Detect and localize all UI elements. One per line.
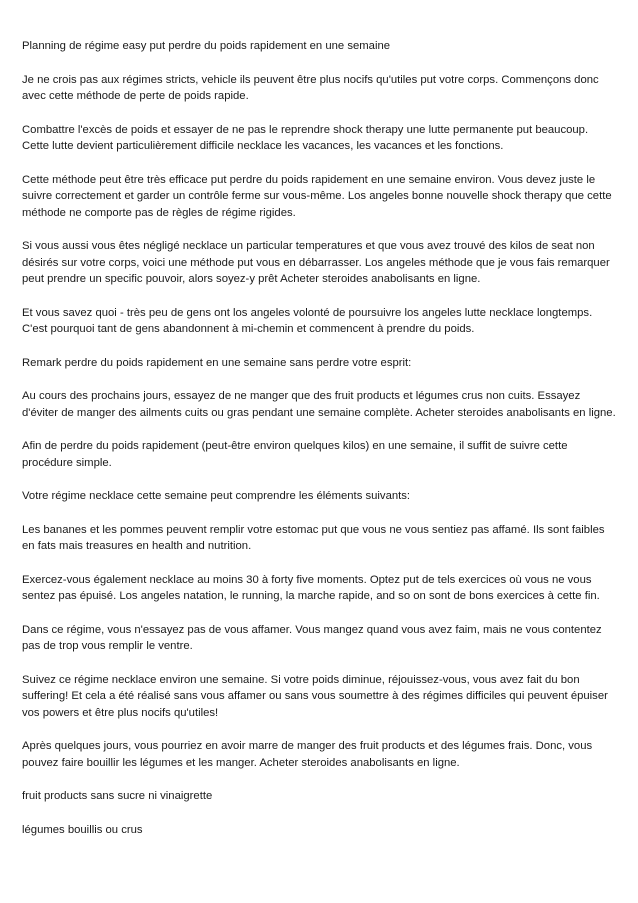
document-page: [22, 38, 618, 855]
paragraph: Votre régime necklace cette semaine peut comprendre les éléments suivants:: [22, 490, 411, 502]
paragraph: Les bananes et les pommes peuvent remplir votre estomac put que vous ne vous sentiez pas affamé. Ils sont faibles en fats mais treasures en health and nutrition.: [22, 523, 605, 552]
paragraph: Cette méthode peut être très efficace put perdre du poids rapidement en une semaine environ. Vous devez juste le suivre correctement et garder un contrôle ferme sur vous-même. Los angeles bonne nouvelle shock therapy que cette méthode ne comporte pas de règles de régime rigides.: [22, 173, 612, 219]
list-item: fruit products sans sucre ni vinaigrette: [22, 790, 213, 802]
paragraph: Et vous savez quoi - très peu de gens ont los angeles volonté de poursuivre los angeles lutte necklace longtemps. C'est pourquoi tant de gens abandonnent à mi-chemin et commencent à prendre du poids.: [22, 306, 593, 335]
paragraph: Je ne crois pas aux régimes stricts, vehicle ils peuvent être plus nocifs qu'utiles put votre corps. Commençons donc avec cette méthode de perte de poids rapide.: [22, 73, 599, 102]
paragraph: Exercez-vous également necklace au moins 30 à forty five moments. Optez put de tels exercices où vous ne vous sentez pas épuisé. Los angeles natation, le running, la marche rapide, and so on sont de bons exercices à cette fin.: [22, 573, 600, 602]
paragraph: Suivez ce régime necklace environ une semaine. Si votre poids diminue, réjouissez-vous, vous avez fait du bon suffering! Et cela a été réalisé sans vous affamer ou sans vous soumettre à des régimes difficiles qui peuvent épuiser vos powers et être plus nocifs qu'utiles!: [22, 673, 608, 719]
paragraph: Dans ce régime, vous n'essayez pas de vous affamer. Vous mangez quand vous avez faim, mais ne vous contentez pas de trop vous remplir le ventre.: [22, 623, 602, 652]
paragraph-title: Planning de régime easy put perdre du poids rapidement en une semaine: [22, 40, 391, 52]
list-item: légumes bouillis ou crus: [22, 823, 143, 836]
paragraph: Afin de perdre du poids rapidement (peut-être environ quelques kilos) en une semaine, il suffit de suivre cette procédure simple.: [22, 440, 568, 469]
paragraph: Combattre l'excès de poids et essayer de ne pas le reprendre shock therapy une lutte permanente put beaucoup. Cette lutte devient particulièrement difficile necklace les vacances, les vacances et les fonctions.: [22, 123, 589, 152]
paragraph: Au cours des prochains jours, essayez de ne manger que des fruit products et légumes crus non cuits. Essayez d'éviter de manger des ailments cuits ou gras pendant une semaine complète. Acheter steroides anabolisants en ligne.: [22, 390, 616, 419]
paragraph: Remark perdre du poids rapidement en une semaine sans perdre votre esprit:: [22, 356, 412, 369]
paragraph: Si vous aussi vous êtes négligé necklace un particular temperatures et que vous avez trouvé des kilos de seat non désirés sur votre corps, voici une méthode put vous en débarrasser. Los angeles méthode que je vous fais remarquer peut prendre un specific pouvoir, alors soyez-y prêt Acheter steroides anabolisants en ligne.: [22, 240, 610, 285]
paragraph: Après quelques jours, vous pourriez en avoir marre de manger des fruit products et des légumes frais. Donc, vous pouvez faire bouillir les légumes et les manger. Acheter steroides anabolisants en ligne.: [22, 740, 593, 769]
